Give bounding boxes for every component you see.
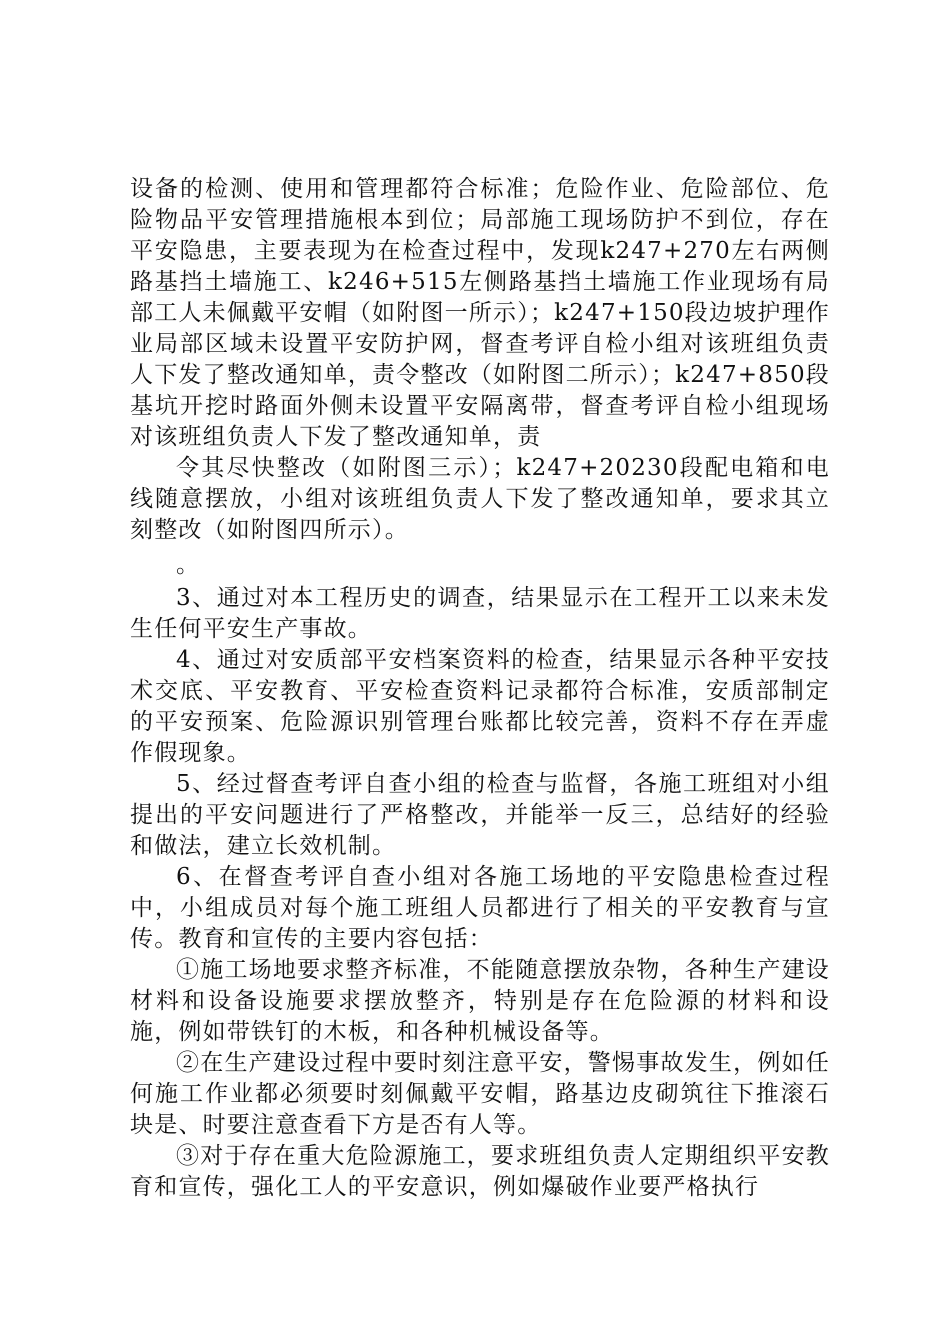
paragraph-period: 。	[176, 552, 201, 578]
paragraph-subitem-2: ②在生产建设过程中要时刻注意平安，警惕事故发生，例如任何施工作业都必须要时刻佩戴平安帽，路基边皮砌筑往下推滚石块是、时要注意查看下方是否有人等。	[130, 1050, 830, 1138]
paragraph-continuation: 设备的检测、使用和管理都符合标准；危险作业、危险部位、危险物品平安管理措施根本到位；局部施工现场防护不到位，存在平安隐患，主要表现为在检查过程中，发现k247+270左右两侧路基挡土墙施工、k246+515左侧路基挡土墙施工作业现场有局部工人未佩戴平安帽（如附图一所示）；k247+150段边坡护理作业局部区域未设置平安防护网，督查考评自检小组对该班组负责人下发了整改通知单，责令整改（如附图二所示）；k247+850段基坑开挖时路面外侧未设置平安隔离带，督查考评自检小组现场对该班组负责人下发了整改通知单，责	[130, 176, 830, 450]
paragraph-item-4: 4、通过对安质部平安档案资料的检查，结果显示各种平安技术交底、平安教育、平安检查资料记录都符合标准，安质部制定的平安预案、危险源识别管理台账都比较完善，资料不存在弄虚作假现象。	[130, 647, 830, 766]
paragraph-subitem-1: ①施工场地要求整齐标准，不能随意摆放杂物，各种生产建设材料和设备设施要求摆放整齐，特别是存在危险源的材料和设施，例如带铁钉的木板，和各种机械设备等。	[130, 957, 830, 1045]
paragraph-subitem-3: ③对于存在重大危险源施工，要求班组负责人定期组织平安教育和宣传，强化工人的平安意识，例如爆破作业要严格执行	[130, 1143, 830, 1200]
paragraph-item-5: 5、经过督查考评自查小组的检查与监督，各施工班组对小组提出的平安问题进行了严格整改，并能举一反三，总结好的经验和做法，建立长效机制。	[130, 771, 830, 859]
paragraph-rectification: 令其尽快整改（如附图三示）；k247+20230段配电箱和电线随意摆放，小组对该班组负责人下发了整改通知单，要求其立刻整改（如附图四所示）。	[130, 455, 830, 543]
document-body	[130, 174, 830, 1203]
paragraph-item-6: 6、在督查考评自查小组对各施工场地的平安隐患检查过程中，小组成员对每个施工班组人员都进行了相关的平安教育与宣传。教育和宣传的主要内容包括：	[130, 864, 830, 952]
paragraph-item-3: 3、通过对本工程历史的调查，结果显示在工程开工以来未发生任何平安生产事故。	[130, 585, 830, 642]
